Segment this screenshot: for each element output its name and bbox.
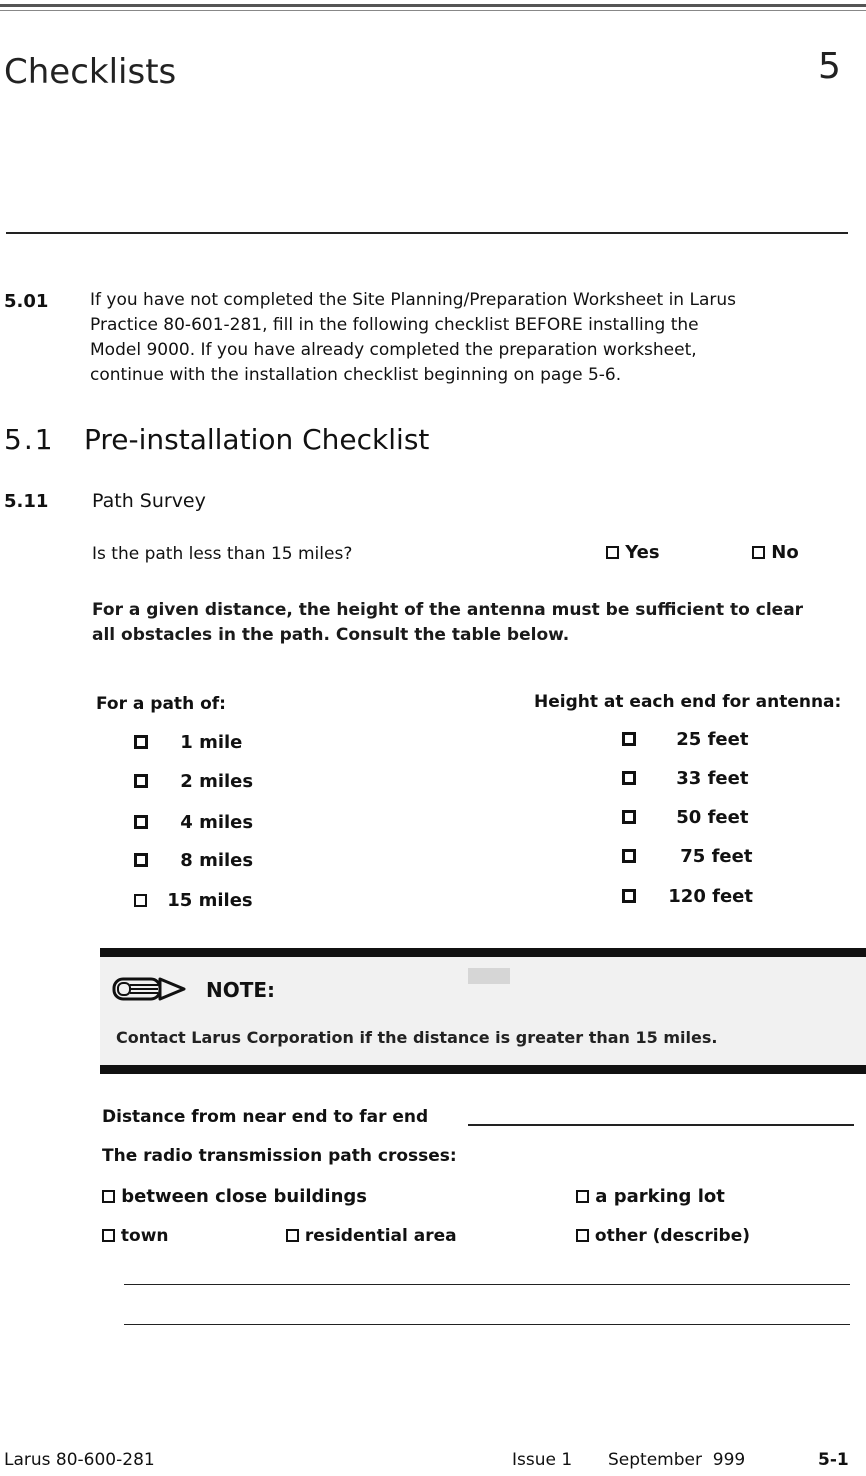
top-rule-thin — [0, 10, 866, 11]
checkbox-icon — [622, 849, 636, 863]
option-parking-lot[interactable] — [576, 1186, 725, 1207]
checkbox-icon — [606, 546, 619, 559]
path-option-5[interactable] — [134, 890, 253, 911]
path-option-3[interactable] — [134, 812, 253, 833]
option-between-buildings[interactable] — [102, 1186, 367, 1207]
path-option-4[interactable] — [134, 850, 253, 871]
option-label: town — [120, 1226, 169, 1246]
checkbox-icon — [286, 1229, 299, 1242]
path-label: 2 miles — [180, 771, 254, 792]
path-option-1[interactable] — [134, 732, 242, 753]
section-title: Pre-installation Checklist — [84, 423, 430, 456]
note-label: NOTE: — [206, 978, 276, 1002]
subsection-title: Path Survey — [92, 490, 206, 512]
checkbox-icon — [102, 1229, 115, 1242]
checkbox-icon — [102, 1190, 115, 1203]
note-bottom-bar — [100, 1065, 866, 1074]
height-label: 25 feet — [676, 729, 749, 750]
footer-page: 5-1 — [818, 1450, 849, 1470]
height-label: 120 feet — [668, 886, 753, 907]
describe-line-2[interactable] — [124, 1324, 850, 1325]
distance-input[interactable] — [468, 1124, 854, 1126]
option-town[interactable] — [102, 1226, 169, 1246]
height-header: Height at each end for antenna: — [534, 692, 842, 712]
note-text: Contact Larus Corporation if the distance is greater than 15 miles. — [116, 1028, 718, 1047]
height-label: 75 feet — [680, 846, 753, 867]
checkbox-icon — [622, 810, 636, 824]
intro-paragraph — [90, 288, 736, 388]
height-option-4[interactable] — [622, 846, 752, 867]
no-label: No — [771, 542, 799, 563]
crosses-label: The radio transmission path crosses: — [102, 1146, 457, 1166]
subsection-number: 5.11 — [4, 491, 49, 512]
note-box — [100, 948, 866, 1074]
option-label: residential area — [304, 1226, 457, 1246]
note-speck — [468, 968, 510, 984]
checkbox-icon — [134, 853, 148, 867]
option-label: a parking lot — [595, 1186, 725, 1207]
describe-line-1[interactable] — [124, 1284, 850, 1285]
option-other[interactable] — [576, 1226, 750, 1246]
chapter-number: 5 — [818, 46, 841, 87]
instruction-text — [92, 598, 803, 648]
height-option-5[interactable] — [622, 886, 753, 907]
height-label: 33 feet — [676, 768, 749, 789]
yes-label: Yes — [625, 542, 660, 563]
top-rule — [0, 4, 866, 7]
footer-date: September 999 — [608, 1450, 746, 1470]
intro-line: Practice 80-601-281, fill in the following checklist BEFORE installing the — [90, 315, 699, 335]
path-header: For a path of: — [96, 694, 226, 714]
intro-line: Model 9000. If you have already completed the preparation worksheet, — [90, 340, 697, 360]
instruction-line: all obstacles in the path. Consult the table below. — [92, 625, 570, 645]
path-option-2[interactable] — [134, 771, 253, 792]
note-top-bar — [100, 948, 866, 957]
path-label: 1 mile — [180, 732, 243, 753]
checkbox-icon — [622, 771, 636, 785]
no-checkbox[interactable] — [752, 542, 799, 563]
intro-line: If you have not completed the Site Planning/Preparation Worksheet in Larus — [90, 290, 736, 310]
height-option-1[interactable] — [622, 729, 748, 750]
section-number: 5.1 — [4, 423, 55, 456]
checkbox-icon — [576, 1190, 589, 1203]
height-option-3[interactable] — [622, 807, 748, 828]
path-label: 15 miles — [167, 890, 253, 911]
title-rule — [6, 232, 848, 234]
height-label: 50 feet — [676, 807, 749, 828]
checkbox-icon — [134, 774, 148, 788]
option-residential[interactable] — [286, 1226, 457, 1246]
checkbox-icon — [134, 735, 148, 749]
checkbox-icon — [576, 1229, 589, 1242]
checkbox-icon — [134, 894, 147, 907]
checkbox-icon — [622, 732, 636, 746]
page-title: Checklists — [4, 52, 177, 92]
paragraph-number: 5.01 — [4, 291, 49, 312]
path-question: Is the path less than 15 miles? — [92, 544, 353, 564]
checkbox-icon — [752, 546, 765, 559]
yes-checkbox[interactable] — [606, 542, 660, 563]
footer-doc-number: Larus 80-600-281 — [4, 1450, 155, 1470]
checkbox-icon — [134, 815, 148, 829]
option-label: between close buildings — [121, 1186, 368, 1207]
pencil-icon — [112, 976, 188, 1006]
intro-line: continue with the installation checklist beginning on page 5-6. — [90, 365, 622, 385]
distance-label: Distance from near end to far end — [102, 1107, 429, 1127]
path-label: 8 miles — [180, 850, 254, 871]
height-option-2[interactable] — [622, 768, 748, 789]
instruction-line: For a given distance, the height of the antenna must be sufficient to clear — [92, 600, 804, 620]
checkbox-icon — [622, 889, 636, 903]
path-label: 4 miles — [180, 812, 254, 833]
footer-issue: Issue 1 — [512, 1450, 573, 1470]
option-label: other (describe) — [594, 1226, 751, 1246]
